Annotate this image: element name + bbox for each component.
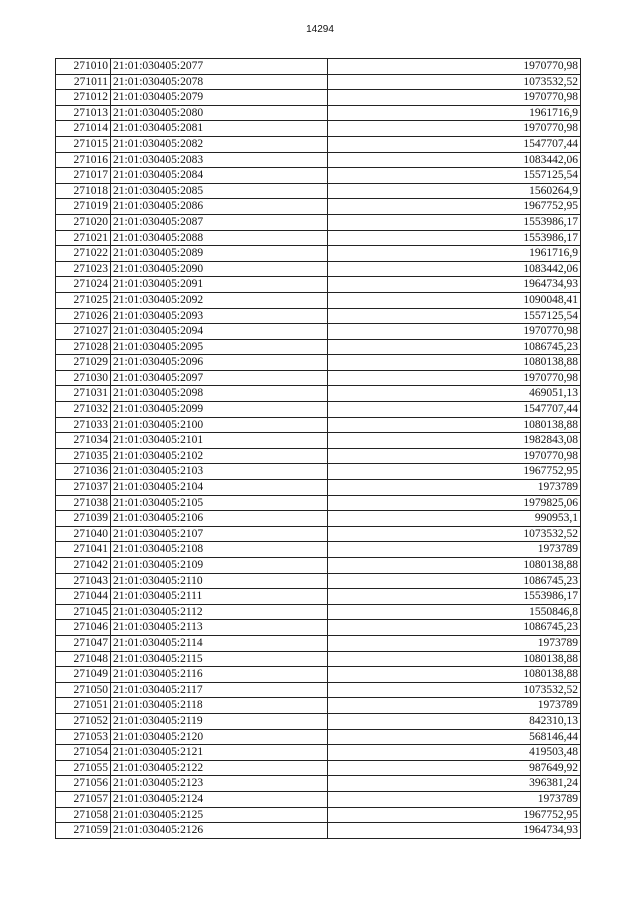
table-row xyxy=(56,729,581,745)
row-index-cell: 271050 xyxy=(56,682,111,698)
row-index-cell: 271024 xyxy=(56,277,111,293)
row-index-cell: 271015 xyxy=(56,136,111,152)
row-index-cell: 271031 xyxy=(56,386,111,402)
row-index-cell: 271011 xyxy=(56,74,111,90)
cadastral-value-cell: 842310,13 xyxy=(328,713,581,729)
cadastral-value-cell: 1964734,93 xyxy=(328,277,581,293)
table-row xyxy=(56,745,581,761)
cadastral-value-cell: 396381,24 xyxy=(328,776,581,792)
table-row xyxy=(56,464,581,480)
table-row xyxy=(56,542,581,558)
cadastral-number-cell: 21:01:030405:2088 xyxy=(111,230,328,246)
cadastral-value-cell: 1086745,23 xyxy=(328,573,581,589)
cadastral-value-cell: 1080138,88 xyxy=(328,651,581,667)
table-row xyxy=(56,760,581,776)
cadastral-number-cell: 21:01:030405:2081 xyxy=(111,121,328,137)
table-row xyxy=(56,620,581,636)
table-row xyxy=(56,573,581,589)
table-row xyxy=(56,417,581,433)
cadastral-value-cell: 1550846,8 xyxy=(328,604,581,620)
cadastral-value-cell: 1979825,06 xyxy=(328,495,581,511)
cadastral-number-cell: 21:01:030405:2095 xyxy=(111,339,328,355)
table-row xyxy=(56,339,581,355)
table-row xyxy=(56,807,581,823)
row-index-cell: 271056 xyxy=(56,776,111,792)
table-row xyxy=(56,277,581,293)
cadastral-number-cell: 21:01:030405:2125 xyxy=(111,807,328,823)
cadastral-value-cell: 1970770,98 xyxy=(328,448,581,464)
cadastral-number-cell: 21:01:030405:2079 xyxy=(111,90,328,106)
row-index-cell: 271047 xyxy=(56,635,111,651)
cadastral-number-cell: 21:01:030405:2107 xyxy=(111,526,328,542)
table-row xyxy=(56,651,581,667)
cadastral-value-cell: 1967752,95 xyxy=(328,199,581,215)
row-index-cell: 271022 xyxy=(56,246,111,262)
row-index-cell: 271035 xyxy=(56,448,111,464)
table-row xyxy=(56,230,581,246)
cadastral-value-table xyxy=(55,58,581,839)
cadastral-value-cell: 1083442,06 xyxy=(328,261,581,277)
cadastral-value-cell: 1967752,95 xyxy=(328,807,581,823)
cadastral-value-cell: 1080138,88 xyxy=(328,355,581,371)
table-row xyxy=(56,74,581,90)
table-row xyxy=(56,776,581,792)
table-row xyxy=(56,105,581,121)
row-index-cell: 271058 xyxy=(56,807,111,823)
row-index-cell: 271048 xyxy=(56,651,111,667)
row-index-cell: 271043 xyxy=(56,573,111,589)
cadastral-number-cell: 21:01:030405:2078 xyxy=(111,74,328,90)
cadastral-value-cell: 1073532,52 xyxy=(328,526,581,542)
row-index-cell: 271038 xyxy=(56,495,111,511)
table-row xyxy=(56,59,581,75)
cadastral-value-cell: 1973789 xyxy=(328,480,581,496)
table-row xyxy=(56,370,581,386)
cadastral-value-cell: 1970770,98 xyxy=(328,121,581,137)
row-index-cell: 271037 xyxy=(56,480,111,496)
cadastral-value-cell: 1970770,98 xyxy=(328,370,581,386)
cadastral-value-cell: 1547707,44 xyxy=(328,136,581,152)
row-index-cell: 271046 xyxy=(56,620,111,636)
table-row xyxy=(56,667,581,683)
row-index-cell: 271019 xyxy=(56,199,111,215)
table-row xyxy=(56,386,581,402)
row-index-cell: 271055 xyxy=(56,760,111,776)
cadastral-value-cell: 1560264,9 xyxy=(328,183,581,199)
cadastral-number-cell: 21:01:030405:2097 xyxy=(111,370,328,386)
row-index-cell: 271033 xyxy=(56,417,111,433)
cadastral-number-cell: 21:01:030405:2122 xyxy=(111,760,328,776)
row-index-cell: 271040 xyxy=(56,526,111,542)
cadastral-value-cell: 1961716,9 xyxy=(328,105,581,121)
cadastral-number-cell: 21:01:030405:2098 xyxy=(111,386,328,402)
table-row xyxy=(56,589,581,605)
row-index-cell: 271025 xyxy=(56,292,111,308)
table-row xyxy=(56,480,581,496)
cadastral-number-cell: 21:01:030405:2110 xyxy=(111,573,328,589)
table-row xyxy=(56,183,581,199)
cadastral-number-cell: 21:01:030405:2090 xyxy=(111,261,328,277)
cadastral-value-cell: 568146,44 xyxy=(328,729,581,745)
row-index-cell: 271023 xyxy=(56,261,111,277)
cadastral-number-cell: 21:01:030405:2087 xyxy=(111,214,328,230)
cadastral-value-cell: 1964734,93 xyxy=(328,823,581,839)
table-row xyxy=(56,136,581,152)
table-row xyxy=(56,402,581,418)
cadastral-number-cell: 21:01:030405:2116 xyxy=(111,667,328,683)
cadastral-value-cell: 1982843,08 xyxy=(328,433,581,449)
row-index-cell: 271013 xyxy=(56,105,111,121)
row-index-cell: 271020 xyxy=(56,214,111,230)
cadastral-value-cell: 1973789 xyxy=(328,791,581,807)
cadastral-value-cell: 1973789 xyxy=(328,542,581,558)
table-row xyxy=(56,433,581,449)
row-index-cell: 271029 xyxy=(56,355,111,371)
table-row xyxy=(56,90,581,106)
row-index-cell: 271028 xyxy=(56,339,111,355)
cadastral-number-cell: 21:01:030405:2082 xyxy=(111,136,328,152)
row-index-cell: 271051 xyxy=(56,698,111,714)
cadastral-value-cell: 419503,48 xyxy=(328,745,581,761)
table-row xyxy=(56,214,581,230)
table-row xyxy=(56,448,581,464)
row-index-cell: 271034 xyxy=(56,433,111,449)
row-index-cell: 271032 xyxy=(56,402,111,418)
cadastral-number-cell: 21:01:030405:2102 xyxy=(111,448,328,464)
table-row xyxy=(56,292,581,308)
table-row xyxy=(56,791,581,807)
table-row xyxy=(56,495,581,511)
cadastral-value-cell: 1083442,06 xyxy=(328,152,581,168)
table-row xyxy=(56,604,581,620)
cadastral-number-cell: 21:01:030405:2113 xyxy=(111,620,328,636)
table-body xyxy=(56,59,581,839)
row-index-cell: 271053 xyxy=(56,729,111,745)
cadastral-number-cell: 21:01:030405:2105 xyxy=(111,495,328,511)
row-index-cell: 271041 xyxy=(56,542,111,558)
cadastral-value-cell: 1961716,9 xyxy=(328,246,581,262)
cadastral-value-cell: 1557125,54 xyxy=(328,308,581,324)
cadastral-value-cell: 1547707,44 xyxy=(328,402,581,418)
cadastral-number-cell: 21:01:030405:2093 xyxy=(111,308,328,324)
cadastral-number-cell: 21:01:030405:2109 xyxy=(111,558,328,574)
cadastral-value-cell: 1553986,17 xyxy=(328,589,581,605)
cadastral-value-cell: 1080138,88 xyxy=(328,558,581,574)
table-row xyxy=(56,698,581,714)
cadastral-number-cell: 21:01:030405:2103 xyxy=(111,464,328,480)
table-row xyxy=(56,558,581,574)
cadastral-value-cell: 987649,92 xyxy=(328,760,581,776)
cadastral-number-cell: 21:01:030405:2120 xyxy=(111,729,328,745)
table-row xyxy=(56,261,581,277)
cadastral-value-cell: 1553986,17 xyxy=(328,214,581,230)
cadastral-number-cell: 21:01:030405:2080 xyxy=(111,105,328,121)
row-index-cell: 271026 xyxy=(56,308,111,324)
row-index-cell: 271010 xyxy=(56,59,111,75)
table-row xyxy=(56,152,581,168)
cadastral-value-cell: 469051,13 xyxy=(328,386,581,402)
cadastral-number-cell: 21:01:030405:2083 xyxy=(111,152,328,168)
table-row xyxy=(56,635,581,651)
cadastral-value-cell: 1090048,41 xyxy=(328,292,581,308)
cadastral-number-cell: 21:01:030405:2104 xyxy=(111,480,328,496)
cadastral-number-cell: 21:01:030405:2089 xyxy=(111,246,328,262)
table-row xyxy=(56,324,581,340)
cadastral-number-cell: 21:01:030405:2112 xyxy=(111,604,328,620)
cadastral-number-cell: 21:01:030405:2121 xyxy=(111,745,328,761)
cadastral-value-cell: 1073532,52 xyxy=(328,74,581,90)
row-index-cell: 271016 xyxy=(56,152,111,168)
table-row xyxy=(56,682,581,698)
cadastral-value-cell: 1086745,23 xyxy=(328,620,581,636)
cadastral-number-cell: 21:01:030405:2099 xyxy=(111,402,328,418)
row-index-cell: 271042 xyxy=(56,558,111,574)
table-row xyxy=(56,168,581,184)
cadastral-value-cell: 1553986,17 xyxy=(328,230,581,246)
table-row xyxy=(56,308,581,324)
cadastral-number-cell: 21:01:030405:2119 xyxy=(111,713,328,729)
row-index-cell: 271021 xyxy=(56,230,111,246)
cadastral-number-cell: 21:01:030405:2126 xyxy=(111,823,328,839)
row-index-cell: 271030 xyxy=(56,370,111,386)
cadastral-number-cell: 21:01:030405:2096 xyxy=(111,355,328,371)
row-index-cell: 271012 xyxy=(56,90,111,106)
cadastral-number-cell: 21:01:030405:2124 xyxy=(111,791,328,807)
cadastral-value-cell: 1970770,98 xyxy=(328,59,581,75)
row-index-cell: 271036 xyxy=(56,464,111,480)
row-index-cell: 271018 xyxy=(56,183,111,199)
cadastral-number-cell: 21:01:030405:2086 xyxy=(111,199,328,215)
cadastral-value-cell: 1080138,88 xyxy=(328,417,581,433)
table-row xyxy=(56,355,581,371)
cadastral-number-cell: 21:01:030405:2077 xyxy=(111,59,328,75)
table-row xyxy=(56,713,581,729)
cadastral-value-cell: 1557125,54 xyxy=(328,168,581,184)
row-index-cell: 271057 xyxy=(56,791,111,807)
cadastral-number-cell: 21:01:030405:2111 xyxy=(111,589,328,605)
cadastral-number-cell: 21:01:030405:2101 xyxy=(111,433,328,449)
table-row xyxy=(56,526,581,542)
table-row xyxy=(56,199,581,215)
row-index-cell: 271027 xyxy=(56,324,111,340)
cadastral-value-cell: 1970770,98 xyxy=(328,324,581,340)
cadastral-number-cell: 21:01:030405:2117 xyxy=(111,682,328,698)
cadastral-number-cell: 21:01:030405:2085 xyxy=(111,183,328,199)
row-index-cell: 271017 xyxy=(56,168,111,184)
cadastral-number-cell: 21:01:030405:2092 xyxy=(111,292,328,308)
row-index-cell: 271049 xyxy=(56,667,111,683)
table-row xyxy=(56,246,581,262)
row-index-cell: 271044 xyxy=(56,589,111,605)
cadastral-value-cell: 1086745,23 xyxy=(328,339,581,355)
row-index-cell: 271045 xyxy=(56,604,111,620)
table-row xyxy=(56,511,581,527)
table-row xyxy=(56,121,581,137)
cadastral-value-cell: 1973789 xyxy=(328,698,581,714)
cadastral-number-cell: 21:01:030405:2084 xyxy=(111,168,328,184)
row-index-cell: 271054 xyxy=(56,745,111,761)
cadastral-number-cell: 21:01:030405:2091 xyxy=(111,277,328,293)
cadastral-number-cell: 21:01:030405:2100 xyxy=(111,417,328,433)
row-index-cell: 271014 xyxy=(56,121,111,137)
cadastral-number-cell: 21:01:030405:2106 xyxy=(111,511,328,527)
cadastral-value-cell: 1073532,52 xyxy=(328,682,581,698)
cadastral-value-cell: 1080138,88 xyxy=(328,667,581,683)
cadastral-number-cell: 21:01:030405:2115 xyxy=(111,651,328,667)
cadastral-number-cell: 21:01:030405:2094 xyxy=(111,324,328,340)
cadastral-value-cell: 1967752,95 xyxy=(328,464,581,480)
table-row xyxy=(56,823,581,839)
cadastral-number-cell: 21:01:030405:2108 xyxy=(111,542,328,558)
page-number: 14294 xyxy=(306,24,334,35)
row-index-cell: 271039 xyxy=(56,511,111,527)
cadastral-value-cell: 990953,1 xyxy=(328,511,581,527)
cadastral-number-cell: 21:01:030405:2114 xyxy=(111,635,328,651)
cadastral-value-cell: 1970770,98 xyxy=(328,90,581,106)
row-index-cell: 271052 xyxy=(56,713,111,729)
cadastral-value-cell: 1973789 xyxy=(328,635,581,651)
cadastral-number-cell: 21:01:030405:2118 xyxy=(111,698,328,714)
row-index-cell: 271059 xyxy=(56,823,111,839)
cadastral-number-cell: 21:01:030405:2123 xyxy=(111,776,328,792)
